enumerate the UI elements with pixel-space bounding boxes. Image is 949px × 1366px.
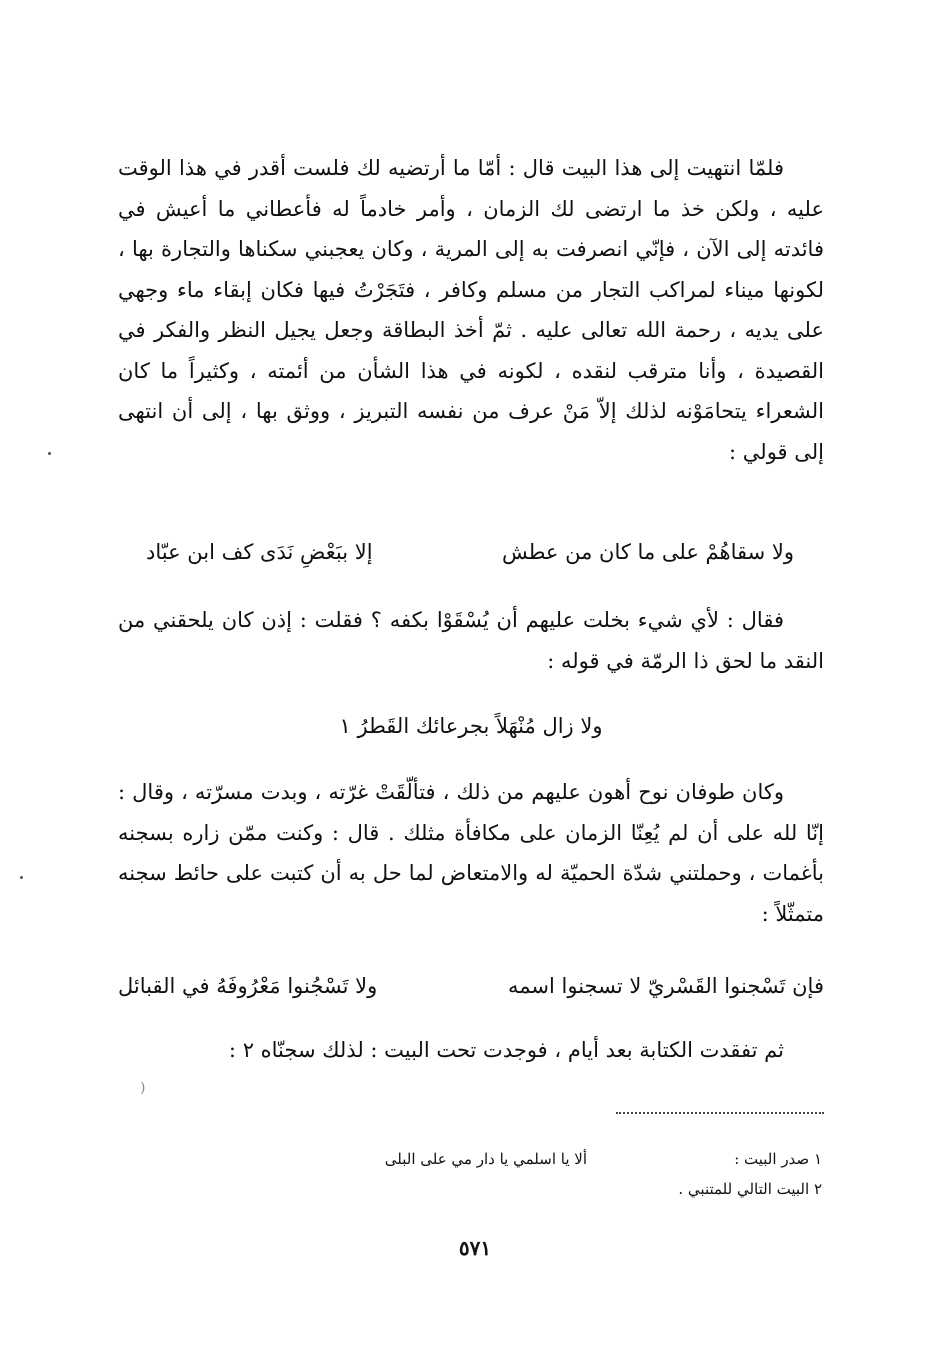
paragraph-2: فقال : لأي شيء بخلت عليهم أن يُسْقَوْا بكفه ؟ فقلت : إذن كان يلحقني من النقد ما لحق ذا الرمّة في قوله : <box>118 608 824 673</box>
verse-1-second-hemistich: إلا ببَعْضِ نَدَى كف ابن عبّاد <box>146 540 373 564</box>
page-number: ٥٧١ <box>458 1236 492 1260</box>
paragraph-1: فلمّا انتهيت إلى هذا البيت قال : أمّا ما أرتضيه لك فلست أقدر في هذا الوقت عليه ، ولكن خذ ما ارتضى لك الزمان ، وأمر خادماً له فأعطاني ما أعيش في فائدته إلى الآن ، فإنّي انصرفت به إلى المرية ، وكان يعجبني سكناها والتجارة بها ، لكونها ميناء لمراكب التجار من مسلم وكافر ، فتَجَرْتُ فيها فكان إبقاء ماء وجهي على يديه ، رحمة الله تعالى عليه . ثمّ أخذ البطاقة وجعل يجيل النظر والفكر في القصيدة ، وأنا مترقب لنقده ، لكونه في هذا الشأن من أئمته ، وكثيراً ما كان الشعراء يتحامَوْنه لذلك إلاّ مَنْ عرف من نفسه التبريز ، ووثق بها ، إلى أن انتهى إلى قولي : <box>118 156 824 464</box>
verse-3-second-hemistich: ولا تَسْجُنوا مَعْرُوفَهُ في القبائل <box>118 974 378 998</box>
verse-3 <box>118 966 824 1006</box>
scan-speck <box>48 452 51 455</box>
verse-1 <box>118 532 824 572</box>
footnote-separator <box>616 1112 824 1114</box>
footnote-1-label: ١ صدر البيت : <box>734 1150 822 1168</box>
paragraph-3: وكان طوفان نوح أهون عليهم من ذلك ، فتألّقَتْ غرّته ، وبدت مسرّته ، وقال : إنّا لله على أن لم يُعِنّا الزمان على مكافأة مثلك . قال : وكنت ممّن زاره بسجنه بأغمات ، وحملتني شدّة الحميّة له والامتعاض لما حل به أن كتبت على حائط سجنه متمثّلاً : <box>118 780 824 926</box>
paragraph-4: ثم تفقدت الكتابة بعد أيام ، فوجدت تحت البيت : لذلك سجنّاه ٢ : <box>228 1038 784 1062</box>
footnote-1-text: ألا يا اسلمي يا دار مي على البلى <box>384 1150 587 1168</box>
verse-2: ولا زال مُنْهَلاً بجرعائك القَطرُ ١ <box>339 714 603 738</box>
verse-1-first-hemistich: ولا سقاهُمْ على ما كان من عطش <box>501 540 794 564</box>
main-text-block <box>118 148 824 472</box>
scan-speck <box>20 876 23 879</box>
margin-mark: ( <box>140 1080 146 1096</box>
footnote-2: ٢ البيت التالي للمتنبي . <box>678 1180 822 1198</box>
verse-3-first-hemistich: فإن تَسْجنوا القَسْريّ لا تسجنوا اسمه <box>508 974 824 998</box>
